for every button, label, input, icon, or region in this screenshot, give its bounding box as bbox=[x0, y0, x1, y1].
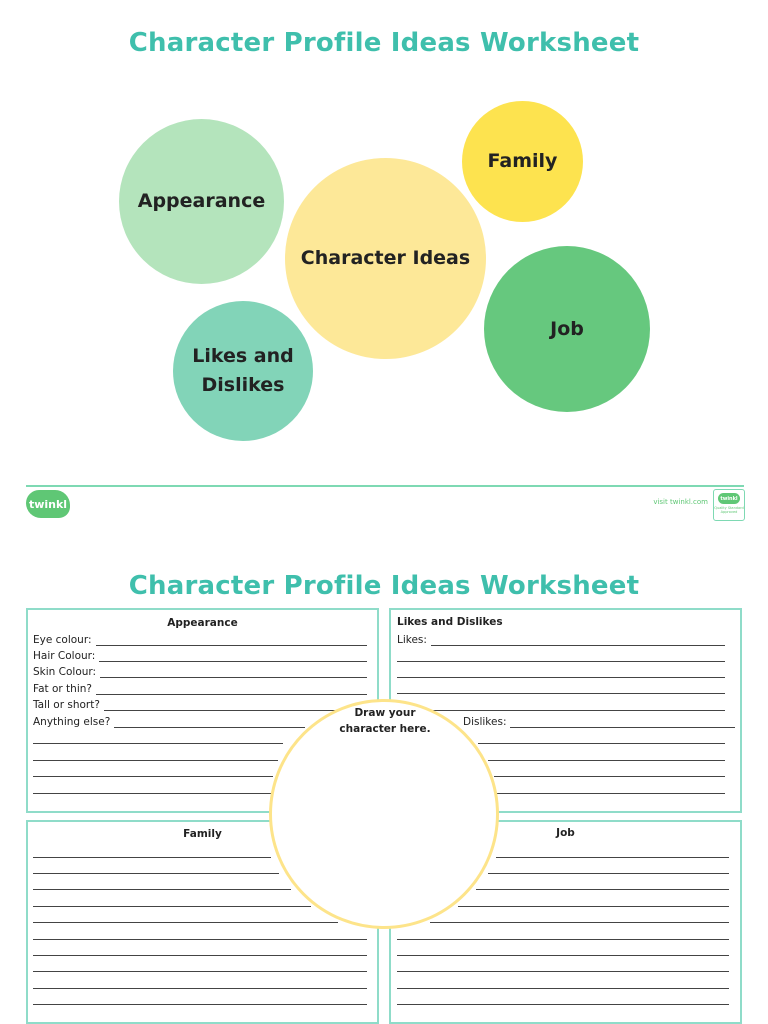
dislikes-line[interactable] bbox=[478, 743, 725, 744]
character-ideas-label: Character Ideas bbox=[300, 247, 471, 269]
quality-badge bbox=[713, 489, 745, 521]
character-ideas-bubble bbox=[285, 158, 486, 359]
badge-text: Quality Standard Approved bbox=[714, 506, 744, 514]
draw-line-2: character here. bbox=[339, 723, 431, 735]
family-line[interactable] bbox=[33, 857, 271, 858]
hair-colour-field[interactable] bbox=[33, 648, 367, 662]
dislikes-label: Dislikes: bbox=[463, 716, 507, 728]
family-line[interactable] bbox=[33, 1004, 367, 1005]
footer-divider bbox=[26, 485, 744, 487]
anything-else-label: Anything else? bbox=[33, 716, 111, 728]
family-line[interactable] bbox=[33, 889, 291, 890]
likes-dislikes-bubble bbox=[173, 301, 313, 441]
anything-else-field[interactable] bbox=[33, 714, 305, 728]
job-line[interactable] bbox=[496, 857, 729, 858]
job-line[interactable] bbox=[430, 922, 729, 923]
family-line[interactable] bbox=[33, 988, 367, 989]
job-line[interactable] bbox=[458, 906, 729, 907]
family-bubble-label: Family bbox=[487, 150, 558, 172]
eye-colour-label: Eye colour: bbox=[33, 634, 92, 646]
eye-colour-field[interactable] bbox=[33, 632, 367, 646]
likes-line[interactable] bbox=[397, 661, 725, 662]
family-line[interactable] bbox=[33, 971, 367, 972]
family-heading: Family bbox=[183, 828, 222, 840]
job-line[interactable] bbox=[397, 1004, 729, 1005]
draw-instruction bbox=[330, 705, 440, 737]
family-line[interactable] bbox=[33, 955, 367, 956]
job-line[interactable] bbox=[397, 988, 729, 989]
likes-line[interactable] bbox=[397, 693, 725, 694]
twinkl-logo: twinkl bbox=[26, 490, 70, 518]
appearance-line[interactable] bbox=[33, 776, 273, 777]
likes-line-2: Dislikes bbox=[201, 374, 285, 396]
tall-or-short-label: Tall or short? bbox=[33, 699, 100, 711]
appearance-line[interactable] bbox=[33, 760, 278, 761]
family-line[interactable] bbox=[33, 939, 367, 940]
job-line[interactable] bbox=[397, 955, 729, 956]
appearance-bubble bbox=[119, 119, 284, 284]
job-line[interactable] bbox=[397, 939, 729, 940]
draw-line-1: Draw your bbox=[354, 707, 416, 719]
likes-field[interactable] bbox=[397, 632, 725, 646]
skin-colour-field[interactable] bbox=[33, 664, 367, 678]
dislikes-line[interactable] bbox=[496, 793, 725, 794]
appearance-line[interactable] bbox=[33, 743, 283, 744]
worksheet-title: Character Profile Ideas Worksheet bbox=[128, 571, 640, 601]
job-line[interactable] bbox=[476, 889, 729, 890]
dislikes-line[interactable] bbox=[494, 776, 725, 777]
likes-line[interactable] bbox=[397, 710, 725, 711]
job-heading: Job bbox=[556, 827, 575, 839]
appearance-line[interactable] bbox=[33, 793, 271, 794]
likes-dislikes-label bbox=[192, 342, 294, 400]
job-line[interactable] bbox=[397, 971, 729, 972]
dislikes-field[interactable] bbox=[463, 714, 735, 728]
tall-or-short-field[interactable] bbox=[33, 697, 367, 711]
likes-dislikes-heading: Likes and Dislikes bbox=[397, 616, 503, 628]
skin-colour-label: Skin Colour: bbox=[33, 666, 97, 678]
job-bubble bbox=[484, 246, 650, 412]
fat-or-thin-field[interactable] bbox=[33, 681, 367, 695]
badge-logo: twinkl bbox=[718, 493, 740, 504]
likes-line[interactable] bbox=[397, 677, 725, 678]
likes-label: Likes: bbox=[397, 634, 427, 646]
family-bubble bbox=[462, 101, 583, 222]
family-line[interactable] bbox=[33, 906, 311, 907]
family-line[interactable] bbox=[33, 922, 338, 923]
job-bubble-label: Job bbox=[550, 317, 584, 340]
job-line[interactable] bbox=[488, 873, 729, 874]
appearance-heading: Appearance bbox=[167, 617, 238, 629]
hair-colour-label: Hair Colour: bbox=[33, 650, 96, 662]
appearance-bubble-label: Appearance bbox=[137, 190, 266, 212]
dislikes-line[interactable] bbox=[488, 760, 725, 761]
fat-or-thin-label: Fat or thin? bbox=[33, 683, 92, 695]
family-line[interactable] bbox=[33, 873, 279, 874]
likes-line-1: Likes and bbox=[192, 345, 294, 367]
page-title: Character Profile Ideas Worksheet bbox=[128, 28, 640, 58]
visit-link[interactable]: visit twinkl.com bbox=[653, 498, 708, 506]
